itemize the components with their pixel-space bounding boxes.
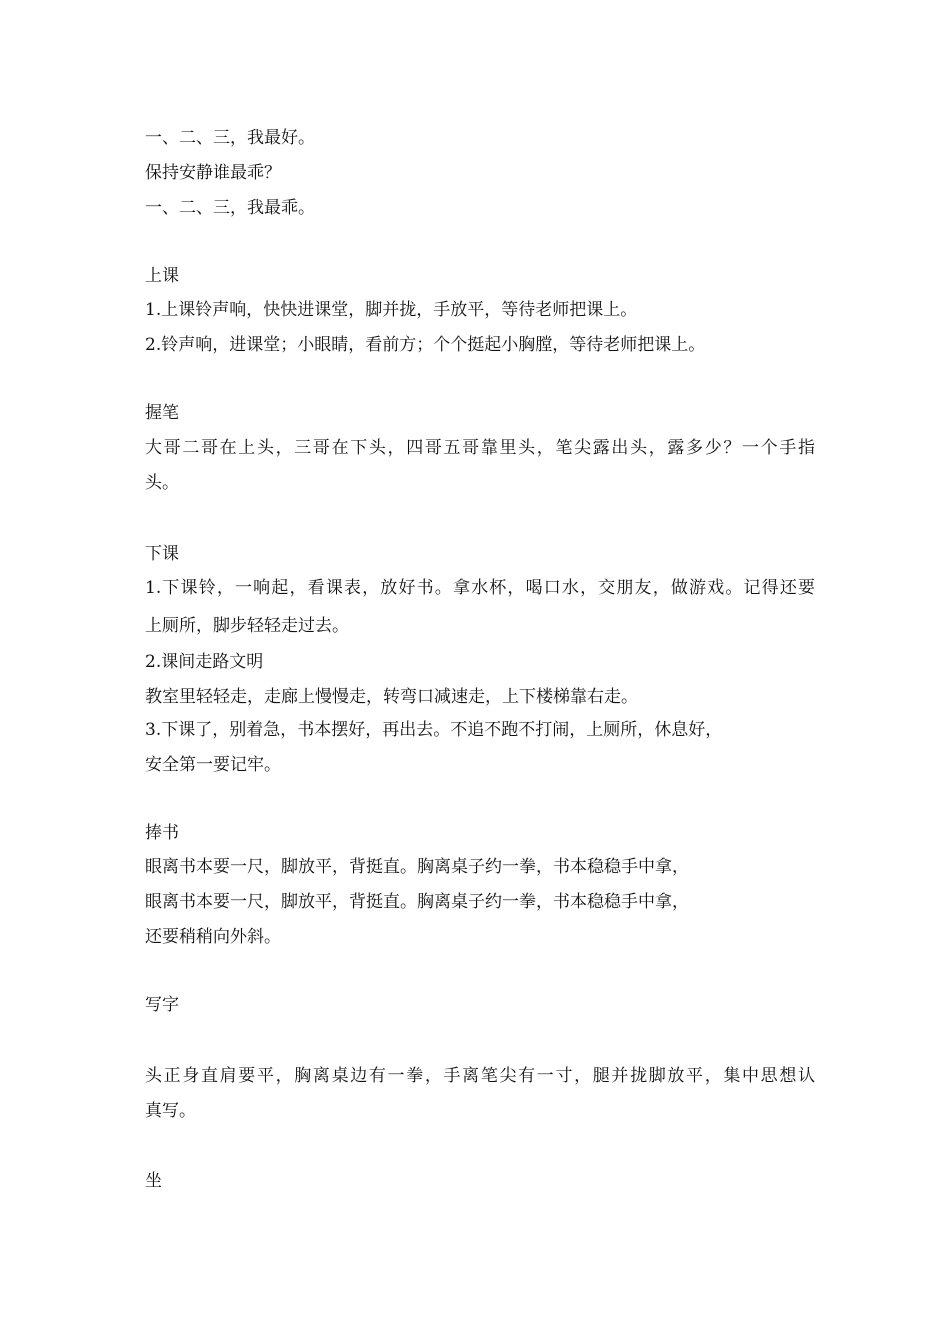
section-heading-holding-book: 捧书 [145, 823, 179, 843]
section-heading-writing: 写字 [145, 995, 179, 1015]
holding-book-line-2: 眼离书本要一尺，脚放平，背挺直。胸离桌子约一拳，书本稳稳手中拿， [145, 892, 689, 912]
section-heading-sitting: 坐 [145, 1171, 162, 1191]
chant-line-3: 一、二、三，我最乖。 [145, 198, 315, 218]
class-end-item-1-line-2: 上厕所，脚步轻轻走过去。 [145, 616, 349, 636]
holding-book-line-3: 还要稍稍向外斜。 [145, 927, 281, 947]
class-start-item-1: 1.上课铃声响，快快进课堂，脚并拢，手放平，等待老师把课上。 [145, 300, 638, 320]
chant-line-2: 保持安静谁最乖？ [145, 163, 281, 183]
holding-pen-text-line-1: 大哥二哥在上头，三哥在下头，四哥五哥靠里头，笔尖露出头，露多少？一个手指 [145, 438, 815, 458]
class-start-item-2: 2.铃声响，进课堂；小眼睛，看前方；个个挺起小胸膛，等待老师把课上。 [145, 335, 706, 355]
section-heading-class-end: 下课 [145, 544, 179, 564]
class-end-item-3-line-1: 3.下课了，别着急，书本摆好，再出去。不追不跑不打闹，上厕所，休息好， [145, 720, 723, 740]
class-end-item-1-line-1: 1.下课铃，一响起，看课表，放好书。拿水杯，喝口水，交朋友，做游戏。记得还要 [145, 578, 815, 598]
holding-book-line-1: 眼离书本要一尺，脚放平，背挺直。胸离桌子约一拳，书本稳稳手中拿， [145, 857, 689, 877]
section-heading-holding-pen: 握笔 [145, 403, 179, 423]
class-end-item-2-text: 教室里轻轻走，走廊上慢慢走，转弯口减速走，上下楼梯靠右走。 [145, 687, 638, 707]
section-heading-class-start: 上课 [145, 266, 179, 286]
writing-text-line-1: 头正身直肩要平，胸离桌边有一拳，手离笔尖有一寸，腿并拢脚放平，集中思想认 [145, 1066, 815, 1086]
holding-pen-text-line-2: 头。 [145, 473, 179, 493]
writing-text-line-2: 真写。 [145, 1101, 196, 1121]
chant-line-1: 一、二、三，我最好。 [145, 128, 315, 148]
class-end-item-3-line-2: 安全第一要记牢。 [145, 755, 281, 775]
class-end-item-2-title: 2.课间走路文明 [145, 652, 264, 672]
